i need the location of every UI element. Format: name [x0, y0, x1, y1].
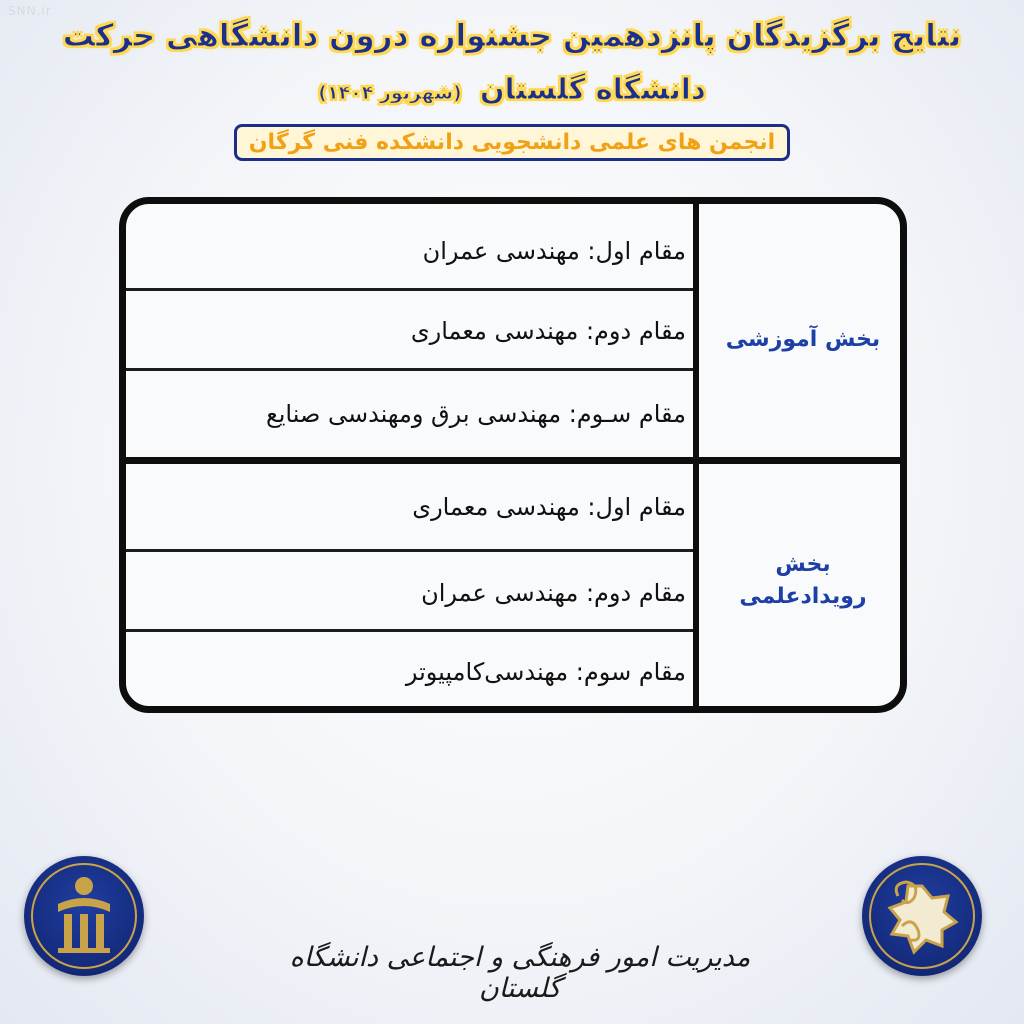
column-divider — [693, 204, 699, 706]
table-row: مقام سـوم: مهندسی برق ومهندسی صنایع — [265, 400, 686, 428]
subtitle-wrap — [0, 124, 1024, 161]
page-title: نتایج برگزیدگان پانزدهمین جشنواره درون دانشگاهی حرکت — [62, 18, 962, 54]
section-label-educational: بخش آموزشی — [725, 327, 881, 352]
title-date: (شهریور ۱۴۰۴) — [318, 82, 462, 104]
university-emblem-icon — [24, 856, 144, 976]
subtitle: انجمن های علمی دانشجویی دانشکده فنی گرگان — [234, 124, 790, 161]
table-row: مقام دوم: مهندسی معماری — [410, 317, 686, 345]
section-label-scientific-event — [699, 549, 907, 613]
row-divider — [126, 549, 693, 552]
table-row: مقام دوم: مهندسی عمران — [421, 579, 686, 607]
section-label-line: بخش — [775, 552, 831, 577]
row-divider — [126, 368, 693, 371]
results-table — [119, 197, 907, 713]
section-label-line: رویدادعلمی — [739, 584, 867, 609]
row-divider — [126, 288, 693, 291]
watermark: SNN.ir — [8, 4, 52, 18]
table-row: مقام سوم: مهندسی‌کامپیوتر — [405, 658, 686, 686]
table-row: مقام اول: مهندسی معماری — [412, 493, 686, 521]
row-divider — [126, 629, 693, 632]
university-name: دانشگاه گلستان — [479, 72, 706, 106]
cultural-affairs-emblem-icon — [862, 856, 982, 976]
university-title — [0, 72, 1024, 106]
signature: مدیریت امور فرهنگی و اجتماعی دانشگاه گلستان — [289, 942, 751, 1004]
table-row: مقام اول: مهندسی عمران — [422, 237, 686, 265]
section-divider — [126, 457, 900, 464]
